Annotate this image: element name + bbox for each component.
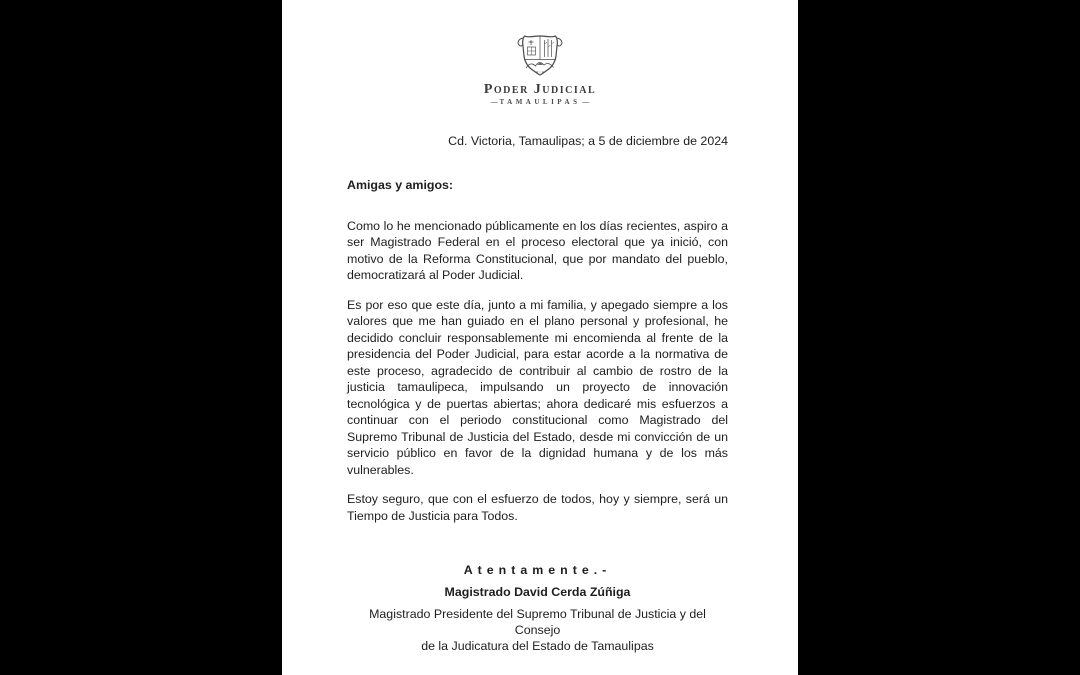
letterhead xyxy=(282,32,798,107)
org-subtitle: — TAMAULIPAS — xyxy=(282,98,798,107)
letter-body xyxy=(282,133,798,654)
signature-title xyxy=(347,606,728,654)
paragraph-2: Es por eso que este día, junto a mi familia, y apegado siempre a los valores que me han guiado en el plano personal y profesional, he decidido concluir responsablemente mi encomienda al frente de la presidencia del Poder Judicial, para estar acorde a la normativa de este proceso, agradecido de contribuir al cambio de rostro de la justicia tamaulipeca, impulsando un proyecto de innovación tecnológica y de puertas abiertas; ahora dedicaré mis esfuerzos a continuar con el periodo constitucional como Magistrado del Supremo Tribunal de Justicia del Estado, desde mi convicción de un servicio público en favor de la dignidad humana y de los más vulnerables. xyxy=(347,297,728,477)
closing-line: Atentamente.- xyxy=(463,563,612,577)
dateline: Cd. Victoria, Tamaulipas; a 5 de diciembre de 2024 xyxy=(448,134,728,148)
paragraph-1: Como lo he mencionado públicamente en los días recientes, aspiro a ser Magistrado Federal en el proceso electoral que ya inició, con motivo de la Reforma Constitucional, que por mandato del pueblo, democratizará al Poder Judicial. xyxy=(347,218,728,282)
org-name: Poder Judicial xyxy=(483,82,597,97)
paragraph-3: Estoy seguro, que con el esfuerzo de todos, hoy y siempre, será un Tiempo de Justicia para Todos. xyxy=(347,492,728,523)
signature-name: Magistrado David Cerda Zúñiga xyxy=(444,585,631,599)
salutation: Amigas y amigos: xyxy=(347,178,454,192)
letter-document xyxy=(282,0,798,675)
tamaulipas-coat-of-arms-icon xyxy=(514,32,566,79)
signature-title-line-2: de la Judicatura del Estado de Tamaulipas xyxy=(421,639,654,653)
signature-title-line-1: Magistrado Presidente del Supremo Tribunal de Justicia y del Consejo xyxy=(369,607,706,637)
